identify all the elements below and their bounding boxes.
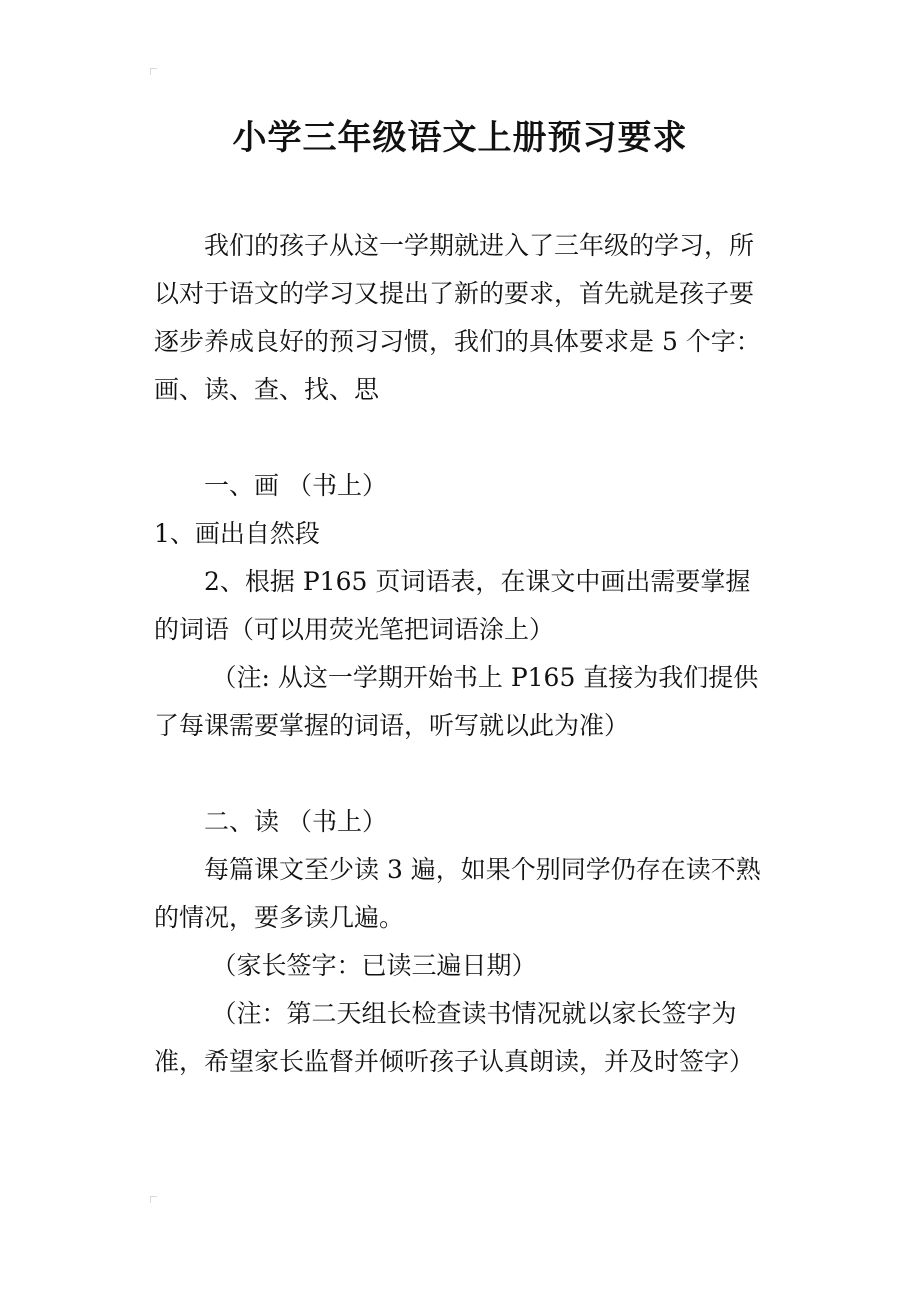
section1-item1: 1、画出自然段 bbox=[154, 519, 320, 548]
paragraph-gap bbox=[154, 414, 774, 462]
section1-heading: 一、画 （书上） bbox=[204, 471, 387, 500]
section2-text: 每篇课文至少读 3 遍，如果个别同学仍存在读不熟的情况，要多读几遍。 bbox=[154, 855, 761, 932]
paragraph-gap bbox=[154, 750, 774, 798]
intro-paragraph: 我们的孩子从这一学期就进入了三年级的学习，所以对于语文的学习又提出了新的要求，首先就是孩子要逐步养成良好的预习习惯，我们的具体要求是 5 个字：画、读、查、找、思 bbox=[154, 231, 761, 404]
document-title: 小学三年级语文上册预习要求 bbox=[232, 118, 688, 158]
section1-note: （注: 从这一学期开始书上 P165 直接为我们提供了每课需要掌握的词语，听写就以此为准） bbox=[154, 663, 759, 740]
section2-sign: （家长签字：已读三遍日期） bbox=[211, 951, 537, 980]
corner-mark-bottom bbox=[150, 1196, 157, 1203]
document-body bbox=[154, 222, 774, 1086]
section2-heading: 二、读 （书上） bbox=[204, 807, 387, 836]
corner-mark-top bbox=[150, 68, 157, 75]
section2-note: （注：第二天组长检查读书情况就以家长签字为准，希望家长监督并倾听孩子认真朗读，并及时签字） bbox=[154, 999, 755, 1076]
section1-item2: 2、根据 P165 页词语表，在课文中画出需要掌握的词语（可以用荧光笔把词语涂上） bbox=[154, 567, 751, 644]
